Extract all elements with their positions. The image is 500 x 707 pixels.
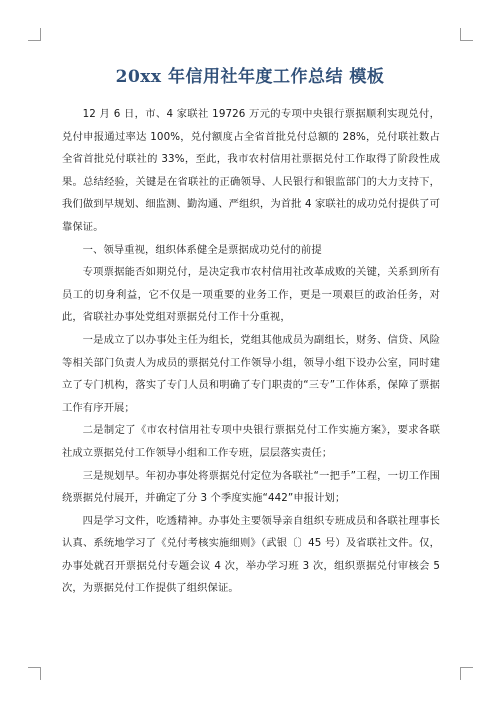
paragraph-point-1: 一是成立了以办事处主任为组长，党组其他成员为副组长，财务、信贷、风险等相关部门负责人为成员的票据兑付工作领导小组，领导小组下设办公室，同时建立了专门机构，落实了专门人员和明确了专门职责的“三专”工作体系，保障了票据工作有序开展； <box>62 333 440 414</box>
paragraph-point-4: 四是学习文件，吃透精神。办事处主要领导亲自组织专班成员和各联社理事长认真、系统地学习了《兑付考核实施细则》（武银〔〕45 号）及省联社文件。仅，办事处就召开票据兑付专题会议 4 次，举办学习班 3 次，组织票据兑付审核会 5 次，为票据兑付工作提供了组织保证。 <box>62 514 440 595</box>
paragraph-intro: 12 月 6 日，市、4 家联社 19726 万元的专项中央银行票据顺利实现兑付，兑付申报通过率达 100%，兑付额度占全省首批兑付总额的 28%，兑付联社数占全省首批兑付联社的 33%，至此，我市农村信用社票据兑付工作取得了阶段性成果。总结经验，关键是在省联社的正确领导、人民银行和银监部门的大力支持下，我们做到早规划、细监测、勤沟通、严组织，为首批 4 家联社的成功兑付提供了可靠保证。 <box>62 108 440 233</box>
page-corner-mark-top-right <box>460 28 473 41</box>
document-title <box>0 62 500 87</box>
page-corner-mark-top-left <box>28 28 41 41</box>
document-body <box>62 103 440 600</box>
section-heading-1: 一、领导重视，组织体系健全是票据成功兑付的前提 <box>82 243 322 256</box>
title-year: 20xx <box>115 67 162 87</box>
paragraph-importance: 专项票据能否如期兑付，是决定我市农村信用社改革成败的关键，关系到所有员工的切身利益，它不仅是一项重要的业务工作，更是一项艰巨的政治任务，对此，省联社办事处党组对票据兑付工作十分重视， <box>62 266 440 324</box>
paragraph-point-3: 三是规划早。年初办事处将票据兑付定位为各联社“一把手”工程，一切工作围绕票据兑付展开，并确定了分 3 个季度实施“442”申报计划； <box>62 469 440 505</box>
page-corner-mark-bottom-left <box>28 667 41 680</box>
page-corner-mark-bottom-right <box>460 667 473 680</box>
paragraph-point-2: 二是制定了《市农村信用社专项中央银行票据兑付工作实施方案》，要求各联社成立票据兑付工作领导小组和工作专班，层层落实责任； <box>62 424 440 459</box>
title-text: 年信用社年度工作总结 模板 <box>161 67 385 87</box>
